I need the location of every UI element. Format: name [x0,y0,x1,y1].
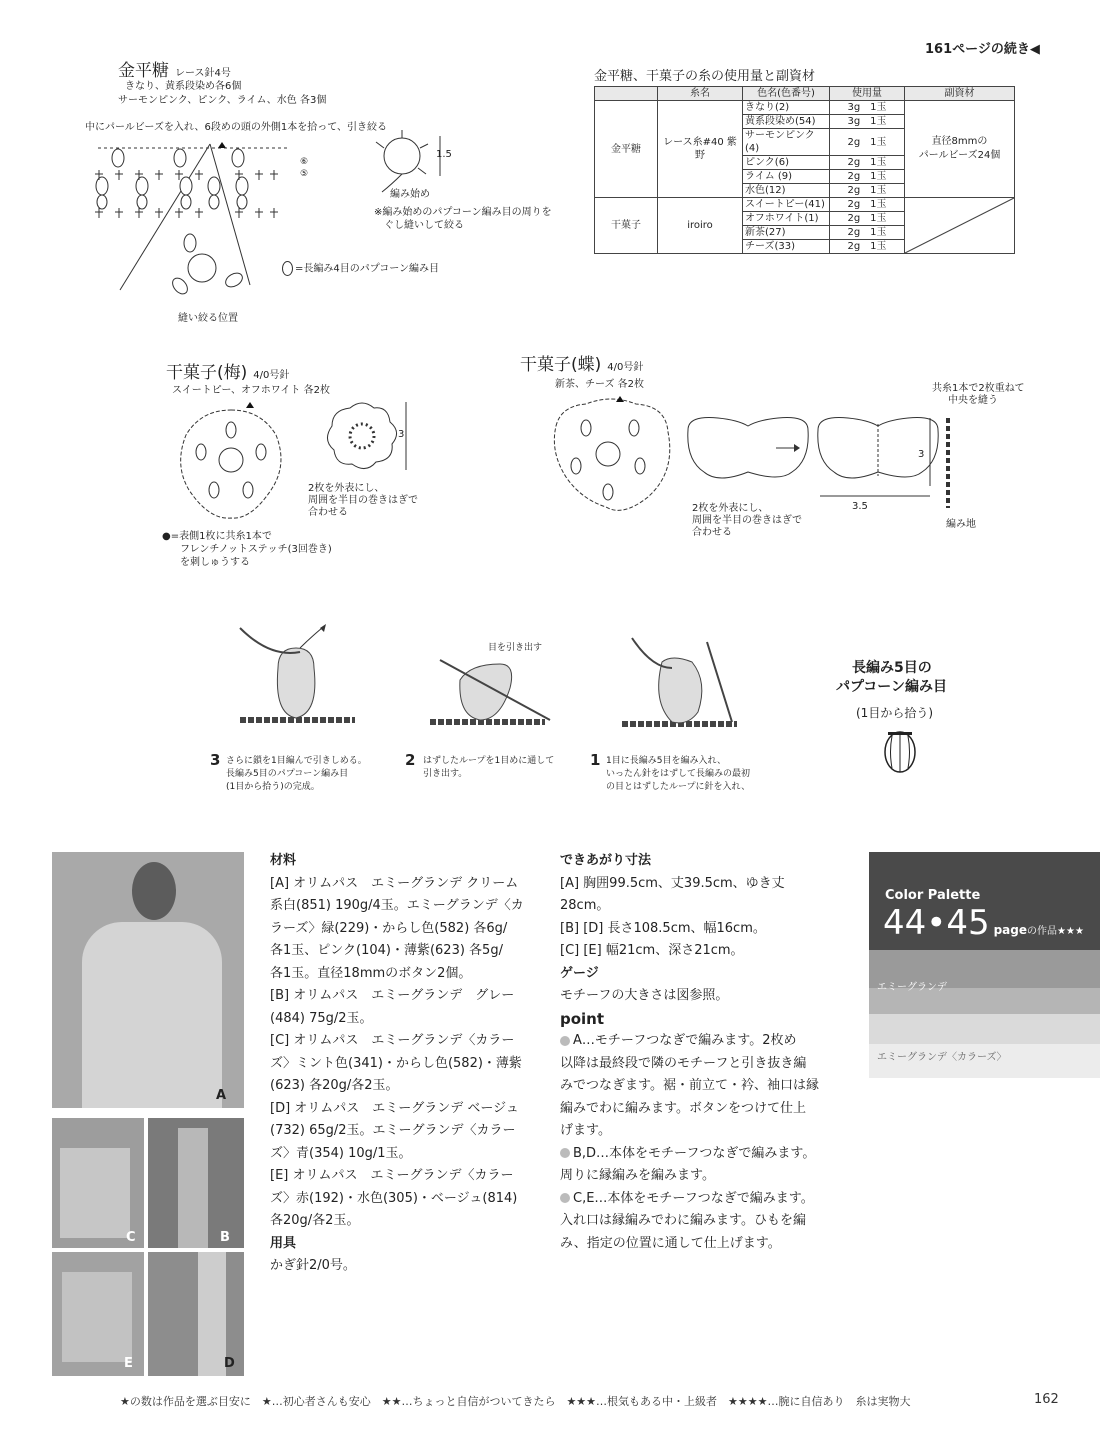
palette-band-4 [869,1044,1100,1078]
size-heading: できあがり寸法 [560,853,652,868]
footer-legend: ★の数は作品を選ぶ目安に ★…初心者さんも安心 ★★…ちょっと自信がついてきたら ★★★…根気もある中・上級者 ★★★★…腕に自信あり 糸は実物大 [120,1395,911,1408]
group-name: 干菓子 [595,198,658,254]
materials-section [270,850,532,1278]
popcorn-step2-line2: 引き出す。 [423,769,468,779]
size-line: [A] 胸囲99.5cm、丈39.5cm、ゆき丈 [560,875,785,891]
row-amount: 3g 1玉 [830,115,905,129]
row-color: チーズ(33) [743,240,830,254]
cho-name: 干菓子(蝶) [520,355,602,375]
popcorn5-icon [880,728,920,776]
cho-chart [546,396,676,518]
table-header-color: 色名(色番号) [743,87,830,101]
color-palette [869,852,1100,1078]
size-line: 28cm。 [560,898,610,913]
materials-line: [A] オリムパス エミーグランデ クリーム [270,875,519,891]
popcorn-step1-num: 1 [590,751,601,769]
point-line: み、指定の位置に通して仕上げます。 [560,1235,781,1251]
konpeito-dim: 1.5 [436,149,452,160]
row-color: きなり(2) [743,101,830,115]
cho-note-1: 2枚を外表にし、 [692,503,769,514]
photo-a-head [132,862,176,920]
cho-needle: 4/0号針 [607,362,644,373]
row-color: スイートピー(41) [743,198,830,212]
ume-flower-drawing [312,400,412,480]
photo-label-c: C [126,1230,136,1245]
palette-page-word: page [993,923,1028,937]
photo-label-d: D [224,1356,235,1371]
row-color: オフホワイト(1) [743,212,830,226]
ume-note-2: 周囲を半目の巻きはぎで [308,495,418,506]
photo-e [52,1252,144,1376]
popcorn-sub: (1目から拾う) [856,706,933,720]
row-amount: 2g 1玉 [830,184,905,198]
row-color: サーモンピンク(4) [743,129,830,156]
point-line: 周りに縁編みを編みます。 [560,1168,715,1183]
table-header-extra: 副資材 [905,87,1015,101]
ume-colors: スイートピー、オフホワイト 各2枚 [172,385,330,396]
popcorn-step3-line1: さらに鎖を1目編んで引きしめる。 [226,756,367,766]
popcorn-step3-drawing [230,618,360,728]
table-title: 金平糖、干菓子の糸の使用量と副資材 [594,69,816,84]
bullet-icon [560,1148,570,1158]
popcorn-step3-line3: (1目から拾う)の完成。 [226,782,320,792]
palette-pages [883,904,1084,942]
ume-legend-text-1: =表側1枚に共糸1本で [170,531,272,542]
photo-label-a: A [216,1088,227,1103]
ume-legend-1 [162,530,272,544]
popcorn-step2-num: 2 [405,751,416,769]
materials-line: ラーズ〉緑(229)・からし色(582) 各6g/ [270,920,508,936]
konpeito-title [118,56,231,81]
cho-dim-w: 3.5 [852,501,868,512]
point-line: みでつなぎます。裾・前立て・衿、袖口は縁 [560,1078,819,1093]
point-line: げます。 [560,1123,611,1138]
ume-title [166,358,289,383]
row-amount: 2g 1玉 [830,129,905,156]
materials-line: 各20g/各2玉。 [270,1213,360,1228]
konpeito-start-label: 編み始め [390,189,430,200]
popcorn4-legend-text: =長編み4目のパプコーン編み目 [295,263,440,275]
point-line: 以降は最終段で隣のモチーフと引き抜き編 [560,1055,807,1071]
ume-chart [166,402,296,522]
popcorn-step3-num: 3 [210,751,221,769]
palette-page-numbers: 44•45 [883,903,990,943]
materials-line: 各1玉、ピンク(104)・薄紫(623) 各5g/ [270,943,503,958]
photo-d-scarf [198,1252,226,1376]
materials-line: (732) 65g/2玉。エミーグランデ〈カラー [270,1123,516,1138]
continued-note: 161ページの続き◀ [925,42,1040,57]
cho-note-2: 周囲を半目の巻きはぎで [692,515,802,526]
palette-band-2 [869,982,1100,1014]
konpeito-start-note-2: ぐし縫いして絞る [384,220,464,231]
popcorn-step1-line1: 1目に長編み5目を編み入れ、 [606,756,726,766]
table-header-amount: 使用量 [830,87,905,101]
palette-yarn-1: エミーグランデ [877,982,947,993]
cho-center-note-1: 共糸1本で2枚重ねて [932,383,1025,394]
tools-heading: 用具 [270,1235,297,1251]
empty-extra-cell [905,198,1015,254]
row-amount: 2g 1玉 [830,198,905,212]
tools-text: かぎ針2/0号。 [270,1258,356,1273]
row-amount: 2g 1玉 [830,240,905,254]
row-amount: 2g 1玉 [830,226,905,240]
materials-line: (484) 75g/2玉。 [270,1010,373,1026]
popcorn-step1-line2: いったん針をはずして長編みの最初 [606,769,751,779]
konpeito-needle: レース針4号 [175,68,231,79]
konpeito-start-note-1: ※編み始めのパプコーン編み目の周りを [374,207,552,218]
row-amount: 2g 1玉 [830,170,905,184]
point-line [560,1030,830,1053]
ume-note-3: 合わせる [308,507,348,518]
photo-a-body [82,922,222,1108]
point-line: 編みでわに編みます。ボタンをつけて仕上 [560,1100,806,1116]
photo-e-bag [62,1272,132,1362]
cho-center-note-2: 中央を縫う [948,395,998,406]
group-name: 金平糖 [595,101,658,198]
size-section [560,850,830,1255]
popcorn4-legend [282,261,439,277]
group-yarn: レース糸#40 紫野 [658,101,743,198]
popcorn-step1-drawing [612,632,742,732]
table-header-blank [595,87,658,101]
ume-note-1: 2枚を外表にし、 [308,483,385,494]
materials-line: ズ〉ミント色(341)・からし色(582)・薄紫 [270,1055,522,1071]
konpeito-row6-marker: ⑥ [300,157,309,167]
materials-line: 各1玉。直径18mmのボタン2個。 [270,965,472,981]
row-amount: 2g 1玉 [830,156,905,170]
palette-label: Color Palette [885,888,981,903]
materials-heading: 材料 [270,853,297,868]
group-extra: 直径8mmの パールビーズ24個 [905,101,1015,198]
gauge-heading: ゲージ [560,965,599,981]
table-row [595,198,1015,212]
konpeito-bead-note: 中にパールビーズを入れ、6段めの頭の外側1本を拾って、引き絞る [85,122,388,133]
materials-line: [B] オリムパス エミーグランデ グレー [270,988,515,1003]
point-line: 入れ口は縁編みでわに編みます。ひもを編 [560,1213,806,1228]
ume-needle: 4/0号針 [253,370,290,381]
photo-b [148,1118,244,1248]
point-text: A…モチーフつなぎで編みます。2枚め [573,1033,797,1048]
konpeito-row5-marker: ⑤ [300,169,309,179]
table-header-row [595,87,1015,101]
materials-line: [D] オリムパス エミーグランデ ベージュ [270,1100,519,1116]
ume-name: 干菓子(梅) [166,363,248,383]
photo-a [52,852,244,1108]
materials-line: ズ〉赤(192)・水色(305)・ベージュ(814) [270,1190,518,1206]
row-color: ライム (9) [743,170,830,184]
row-color: 黄系段染め(54) [743,115,830,129]
photo-c [52,1118,144,1248]
konpeito-gather-label: 縫い絞る位置 [178,313,238,324]
cho-title [520,350,643,375]
row-color: 水色(12) [743,184,830,198]
materials-line: 系白(851) 190g/4玉。エミーグランデ〈カ [270,898,524,913]
bullet-icon [560,1193,570,1203]
size-line: [B] [D] 長さ108.5cm、幅16cm。 [560,920,766,936]
point-line [560,1188,830,1211]
table-row [595,101,1015,115]
palette-header [869,852,1100,950]
popcorn-step3-line2: 長編み5目のパプコーン編み目 [226,769,349,779]
point-text: B,D…本体をモチーフつなぎで編みます。 [573,1145,816,1161]
ume-dim: 3 [398,429,405,440]
photo-d [148,1252,244,1376]
point-text: C,E…本体をモチーフつなぎで編みます。 [573,1190,814,1206]
palette-band-3 [869,1014,1100,1044]
materials-line: ズ〉青(354) 10g/1玉。 [270,1145,412,1161]
bullet-icon [560,1036,570,1046]
materials-line: [C] オリムパス エミーグランデ〈カラー [270,1033,515,1048]
cho-note-3: 合わせる [692,527,732,538]
ume-legend-2: フレンチノットステッチ(3回巻き) [180,544,332,555]
materials-line: [E] オリムパス エミーグランデ〈カラー [270,1168,514,1183]
photo-label-e: E [124,1356,133,1371]
cho-dim-h: 3 [918,449,925,460]
popcorn-step2-line1: はずしたループを1目めに通して [423,756,555,766]
konpeito-chart [90,140,320,320]
photo-label-b: B [220,1230,230,1245]
popcorn-title-2: パプコーン編み目 [836,679,948,695]
konpeito-colors-2: サーモンピンク、ピンク、ライム、水色 各3個 [118,95,327,106]
cho-knit-label: 編み地 [946,519,976,530]
point-heading: point [560,1009,605,1028]
palette-suffix: の作品★★★ [1027,926,1084,937]
size-line: [C] [E] 幅21cm、深さ21cm。 [560,943,744,958]
konpeito-name: 金平糖 [118,61,169,81]
ume-legend-3: を刺しゅうする [180,557,250,568]
french-knot-icon: ● [162,531,171,542]
group-yarn: iroiro [658,198,743,254]
diagonal-line [905,198,1014,253]
row-color: ピンク(6) [743,156,830,170]
popcorn4-icon [282,261,293,276]
point-line [560,1143,830,1166]
palette-yarn-2: エミーグランデ〈カラーズ〉 [877,1052,1007,1063]
popcorn-pull-label: 目を引き出す [488,643,543,653]
konpeito-colors-1: きなり、黄系段染め各6個 [125,81,242,92]
row-color: 新茶(27) [743,226,830,240]
popcorn-step1-line3: の目とはずしたループに針を入れ、 [606,782,751,792]
page-number: 162 [1034,1392,1059,1407]
photo-b-scarf [178,1128,208,1248]
popcorn-title-1: 長編み5目の [852,660,932,676]
photo-c-bag [60,1148,130,1238]
gauge-text: モチーフの大きさは図参照。 [560,988,729,1003]
row-amount: 2g 1玉 [830,212,905,226]
cho-colors: 新茶、チーズ 各2枚 [555,379,645,390]
row-amount: 3g 1玉 [830,101,905,115]
yarn-table [594,86,1015,254]
materials-line: (623) 各20g/各2玉。 [270,1078,399,1093]
table-header-yarn: 糸名 [658,87,743,101]
